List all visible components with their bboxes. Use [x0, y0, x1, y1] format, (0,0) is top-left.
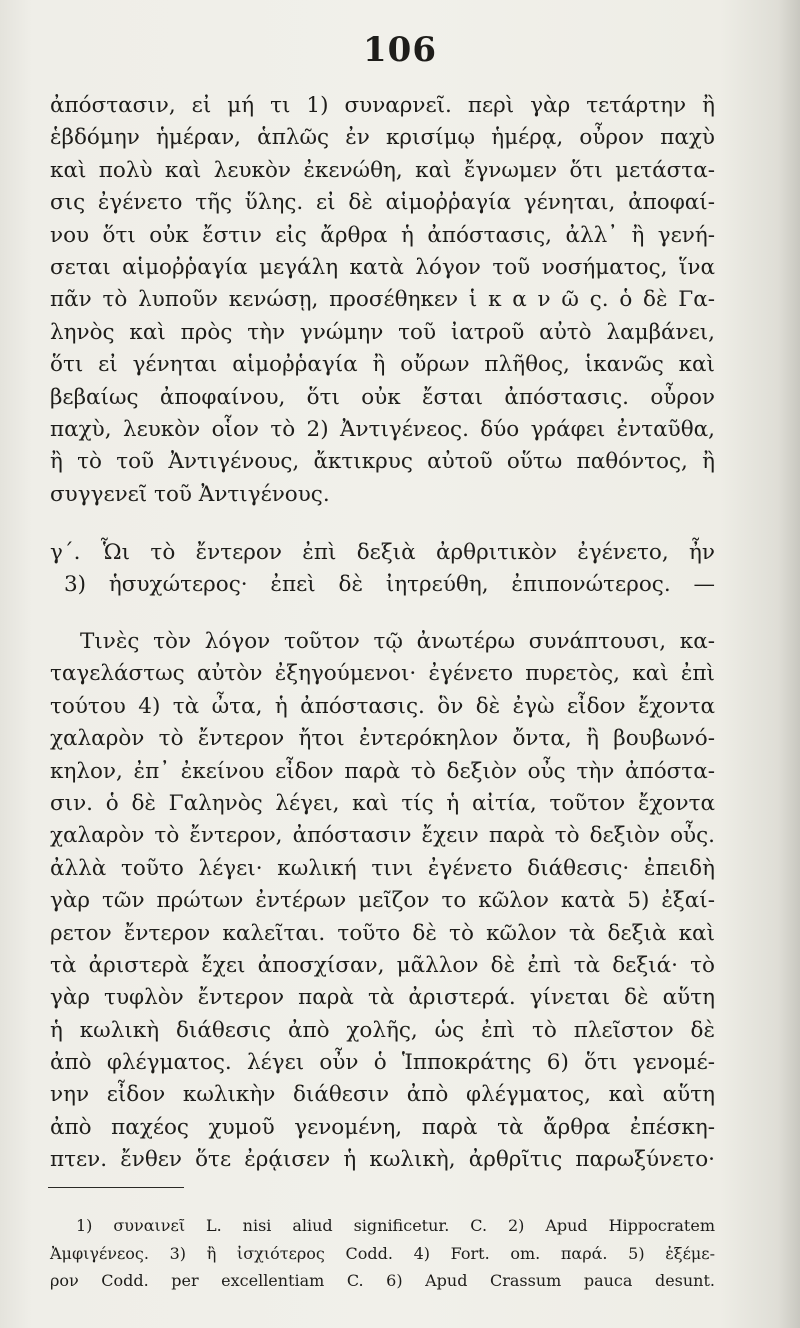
text-line: ἀπὸ φλέγματος. λέγει οὖν ὁ Ἱπποκράτης 6) ὅτι γενομέ- [50, 1050, 715, 1076]
text-line: γ΄. Ὧι τὸ ἔντερον ἐπὶ δεξιὰ ἀρθριτικὸν ἐγένετο, ἦν [50, 540, 715, 565]
text-line: γὰρ τῶν πρώτων ἐντέρων μεῖζον το κῶλον κατὰ 5) ἐξαί- [50, 888, 715, 914]
footnote-line: 1) συναινεῖ L. nisi aliud significetur. C. 2) Apud Hippocratem [76, 1216, 715, 1235]
text-line: ὅτι εἰ γένηται αἱμοῤῥαγία ἢ οὔρων πλῆθος, ἱκανῶς καὶ [50, 352, 715, 378]
text-line: ταγελάστως αὐτὸν ἐξηγούμενοι· ἐγένετο πυρετὸς, καὶ ἐπὶ [50, 661, 715, 687]
text-line: πᾶν τὸ λυποῦν κενώσῃ, προσέθηκεν ἱ κ α ν ῶ ς. ὁ δὲ Γα- [50, 287, 715, 313]
text-line: ληνὸς καὶ πρὸς τὴν γνώμην τοῦ ἰατροῦ αὐτὸ λαμβάνει, [50, 319, 715, 345]
text-line: Τινὲς τὸν λόγον τοῦτον τῷ ἀνωτέρω συνάπτουσι, κα- [80, 629, 715, 654]
text-line: τούτου 4) τὰ ὦτα, ἡ ἀπόστασις. ὃν δὲ ἐγὼ εἶδον ἔχοντα [50, 693, 715, 719]
text-line: κηλον, ἐπ᾽ ἐκείνου εἶδον παρὰ τὸ δεξιὸν οὖς τὴν ἀπόστα- [50, 758, 715, 784]
text-line: σις ἐγένετο τῆς ὕλης. εἰ δὲ αἱμοῤῥαγία γένηται, ἀποφαί- [50, 190, 715, 216]
text-line: σεται αἱμοῤῥαγία μεγάλη κατὰ λόγον τοῦ νοσήματος, ἵνα [50, 254, 715, 280]
text-line: ἡ κωλικὴ διάθεσις ἀπὸ χολῆς, ὡς ἐπὶ τὸ πλεῖστον δὲ [50, 1017, 715, 1043]
paragraph-3 [50, 626, 715, 1177]
footnote-line: Ἀμφιγένεος. 3) ἢ ἰσχιότερος Codd. 4) Fort. om. παρά. 5) ἐξέμε- [50, 1243, 715, 1263]
text-line: ἀλλὰ τοῦτο λέγει· κωλική τινι ἐγένετο διάθεσις· ἐπειδὴ [50, 855, 715, 881]
page-number: 106 [363, 30, 437, 70]
text-line: τὰ ἀριστερὰ ἔχει ἀποσχίσαν, μᾶλλον δὲ ἐπὶ τὰ δεξιά· τὸ [50, 952, 715, 978]
footnote-divider [48, 1187, 184, 1188]
text-line: νου ὅτι οὐκ ἔστιν εἰς ἄρθρα ἡ ἀπόστασις, ἀλλ᾽ ἢ γενή- [50, 222, 715, 248]
text-line: γὰρ τυφλὸν ἔντερον παρὰ τὰ ἀριστερά. γίνεται δὲ αὕτη [50, 985, 715, 1011]
text-line: ἢ τὸ τοῦ Ἀντιγένους, ἄκτικρυς αὐτοῦ οὕτω παθόντος, ἢ [50, 449, 715, 475]
text-line: ἀπόστασιν, εἰ μή τι 1) συναρνεῖ. περὶ γὰρ τετάρτην ἢ [50, 93, 715, 118]
text-line: νην εἶδον κωλικὴν διάθεσιν ἀπὸ φλέγματος, καὶ αὕτη [50, 1082, 715, 1108]
text-line: χαλαρὸν τὸ ἔντερον ἤτοι ἐντερόκηλον ὄντα, ἢ βουβωνό- [50, 726, 715, 752]
text-line: παχὺ, λευκὸν οἷον τὸ 2) Ἀντιγένεος. δύο γράφει ἐνταῦθα, [50, 416, 715, 442]
paragraph-2 [50, 537, 715, 602]
page-edge-shadow [778, 0, 800, 1328]
text-line: 3) ἡσυχώτερος· ἐπεὶ δὲ ἰητρεύθη, ἐπιπονώτερος. — [64, 572, 715, 598]
footnote-line: ρον Codd. per excellentiam C. 6) Apud Crassum pauca desunt. [50, 1271, 715, 1290]
text-line: καὶ πολὺ καὶ λευκὸν ἐκενώθη, καὶ ἔγνωμεν ὅτι μετάστα- [50, 157, 715, 183]
text-line: ἑβδόμην ἡμέραν, ἁπλῶς ἐν κρισίμῳ ἡμέρᾳ, οὖρον παχὺ [50, 125, 715, 151]
text-line: βεβαίως ἀποφαίνου, ὅτι οὐκ ἔσται ἀπόστασις. οὖρον [50, 384, 715, 410]
footnotes [50, 1212, 715, 1295]
text-line: ρετον ἔντερον καλεῖται. τοῦτο δὲ τὸ κῶλον τὰ δεξιὰ καὶ [50, 920, 715, 946]
text-line: σιν. ὁ δὲ Γαληνὸς λέγει, καὶ τίς ἡ αἰτία, τοῦτον ἔχοντα [50, 790, 715, 816]
paragraph-1 [50, 90, 715, 511]
text-line: ἀπὸ παχέος χυμοῦ γενομένη, παρὰ τὰ ἄρθρα ἐπέσκη- [50, 1114, 715, 1140]
text-line: συγγενεῖ τοῦ Ἀντιγένους. [50, 481, 330, 507]
text-line: πτεν. ἔνθεν ὅτε ἐρᾴισεν ἡ κωλικὴ, ἀρθρῖτις παρωξύνετο· [50, 1147, 715, 1173]
text-line: χαλαρὸν τὸ ἔντερον, ἀπόστασιν ἔχειν παρὰ τὸ δεξιὸν οὖς. [50, 823, 715, 849]
